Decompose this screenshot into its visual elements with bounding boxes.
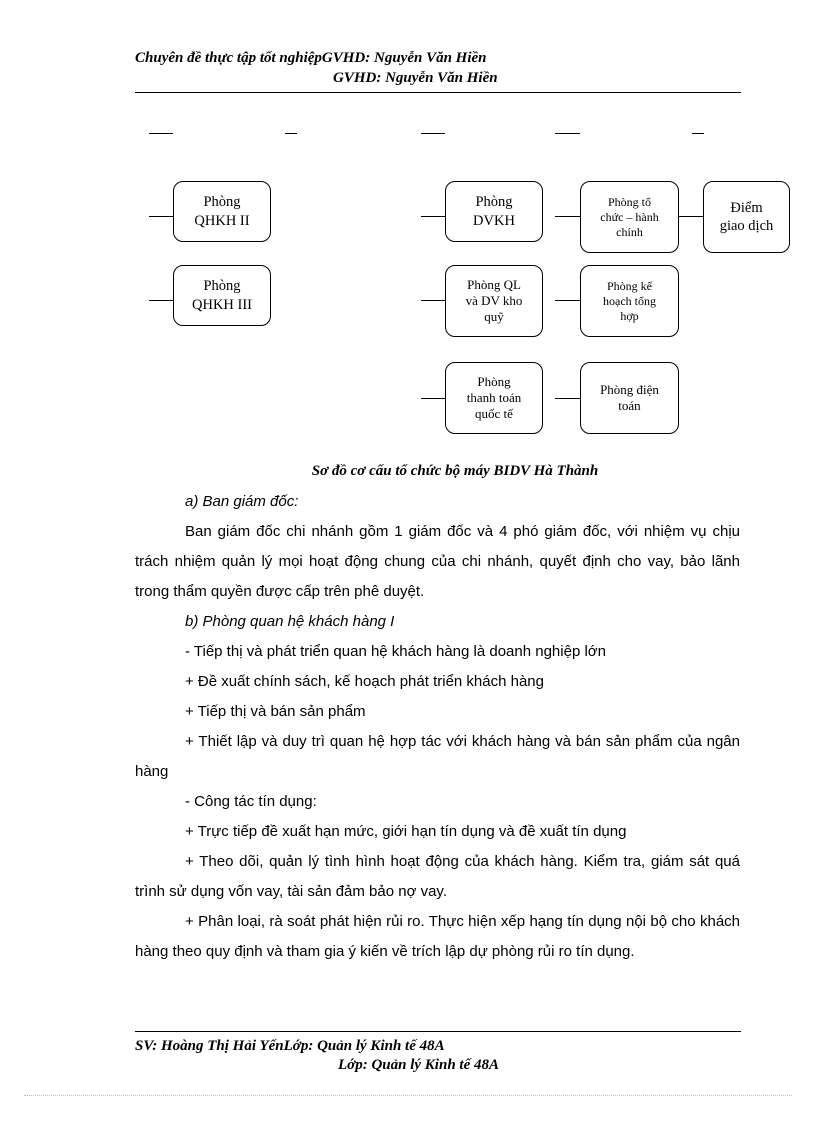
body-line: - Công tác tín dụng:: [185, 793, 317, 810]
connector-dash: [149, 133, 173, 134]
footer-line-2: Lớp: Quản lý Kinh tế 48A: [338, 1057, 499, 1073]
connector-dash: [149, 300, 173, 301]
body-line: + Thiết lập và duy trì quan hệ hợp tác với khách hàng và bán sản phẩm của ngân hàng: [135, 733, 740, 780]
footer-line-1: SV: Hoàng Thị Hải YếnLớp: Quản lý Kinh tế 48A: [135, 1038, 445, 1054]
org-box-dvkh: Phòng DVKH: [445, 181, 543, 242]
org-box-diem-giao-dich: Điểm giao dịch: [703, 181, 790, 253]
body-line: + Phân loại, rà soát phát hiện rủi ro. Thực hiện xếp hạng tín dụng nội bộ cho khách hàng theo quy định và tham gia ý kiến về trích lập dự phòng rủi ro tín dụng.: [135, 913, 740, 960]
body-line: + Đề xuất chính sách, kế hoạch phát triển khách hàng: [185, 673, 544, 690]
connector-dash: [555, 133, 580, 134]
org-box-qhkh-ii: Phòng QHKH II: [173, 181, 271, 242]
header-line-2: GVHD: Nguyễn Văn Hiền: [333, 70, 498, 86]
chart-caption: Sơ đồ cơ cấu tổ chức bộ máy BIDV Hà Thành: [311, 463, 599, 479]
footer-rule: [135, 1031, 741, 1032]
body-line: - Tiếp thị và phát triển quan hệ khách hàng là doanh nghiệp lớn: [185, 643, 606, 660]
connector-dash: [421, 398, 445, 399]
connector-dash: [679, 216, 703, 217]
section-a-title: a) Ban giám đốc:: [185, 493, 299, 510]
header-line-1: Chuyên đề thực tập tốt nghiệpGVHD: Nguyễn Văn Hiền: [135, 50, 487, 66]
section-b-title: b) Phòng quan hệ khách hàng I: [185, 613, 395, 630]
org-box-qhkh-iii: Phòng QHKH III: [173, 265, 271, 326]
connector-dash: [421, 133, 445, 134]
org-box-to-chuc-hanh-chinh: Phòng tổ chức – hành chính: [580, 181, 679, 253]
org-box-ql-dv-kho-quy: Phòng QL và DV kho quỹ: [445, 265, 543, 337]
header-rule: [135, 92, 741, 93]
org-box-thanh-toan-quoc-te: Phòng thanh toán quốc tế: [445, 362, 543, 434]
body-line: + Trực tiếp đề xuất hạn mức, giới hạn tín dụng và đề xuất tín dụng: [185, 823, 627, 840]
section-a-text: Ban giám đốc chi nhánh gồm 1 giám đốc và 4 phó giám đốc, với nhiệm vụ chịu trách nhiệm quản lý mọi hoạt động chung của chi nhánh, quyết định cho vay, bảo lãnh trong thẩm quyền được cấp trên phê duyệt.: [135, 523, 740, 600]
body-line: + Tiếp thị và bán sản phẩm: [185, 703, 366, 720]
connector-dash: [421, 300, 445, 301]
connector-dash: [421, 216, 445, 217]
body-line: + Theo dõi, quản lý tình hình hoạt động của khách hàng. Kiểm tra, giám sát quá trình sử dụng vốn vay, tài sản đảm bảo nợ vay.: [135, 853, 740, 900]
connector-dash: [555, 398, 580, 399]
connector-dash: [285, 133, 297, 134]
connector-dash: [149, 216, 173, 217]
connector-dash: [555, 300, 580, 301]
org-box-dien-toan: Phòng điện toán: [580, 362, 679, 434]
org-box-ke-hoach-tong-hop: Phòng kế hoạch tổng hợp: [580, 265, 679, 337]
connector-dash: [692, 133, 704, 134]
page-edge-line: [24, 1095, 792, 1096]
connector-dash: [555, 216, 580, 217]
